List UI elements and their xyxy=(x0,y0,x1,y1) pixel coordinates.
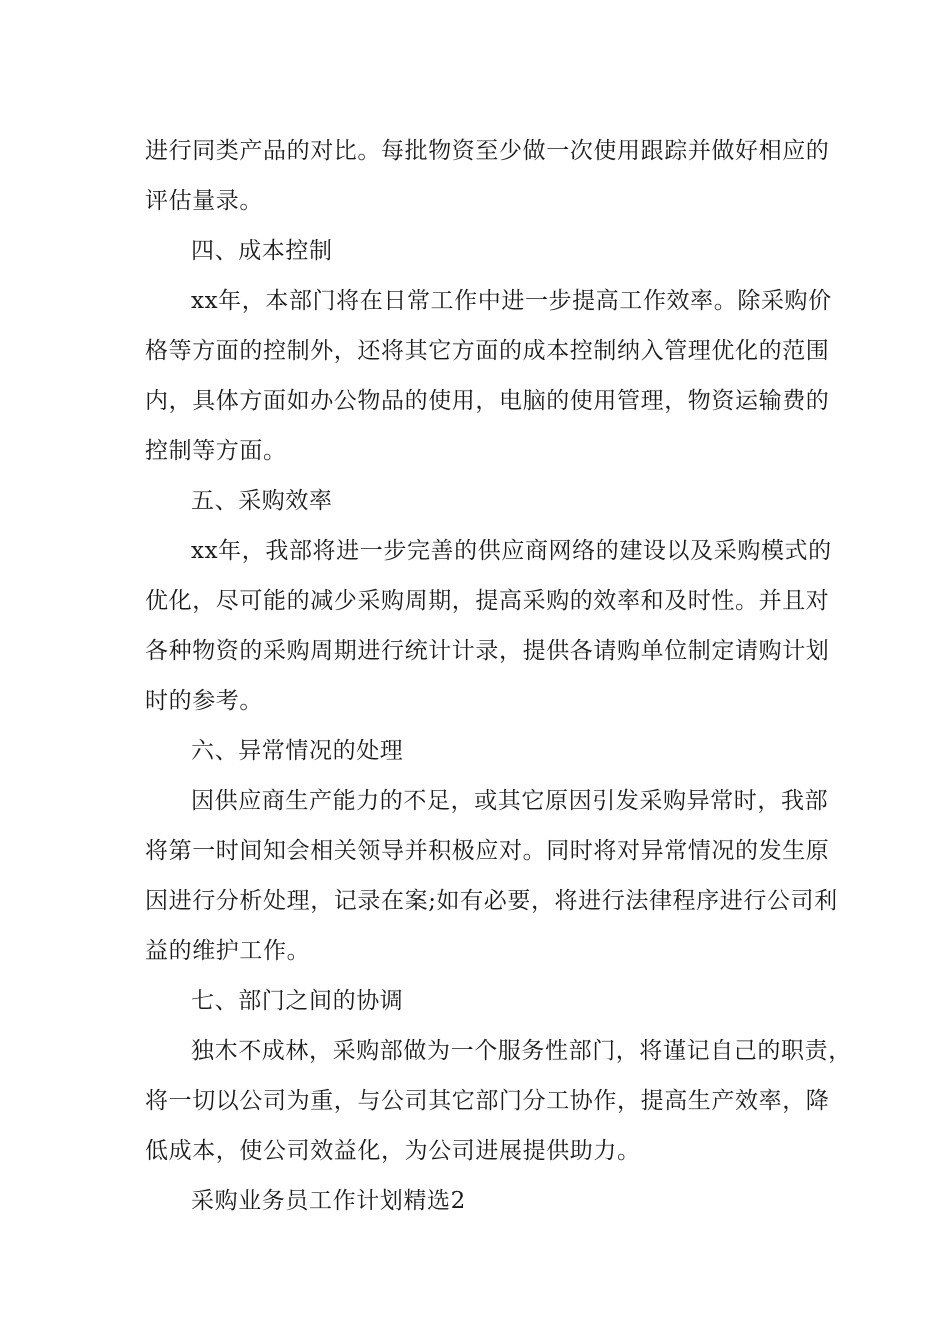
paragraph-line: 时的参考。 xyxy=(145,688,263,714)
paragraph-line: 评估量录。 xyxy=(145,188,263,214)
section-heading: 七、部门之间的协调 xyxy=(191,988,404,1014)
paragraph-line: 将第一时间知会相关领导并积极应对。同时将对异常情况的发生原 xyxy=(145,838,830,864)
paragraph-line: 控制等方面。 xyxy=(145,438,287,464)
paragraph-line: xx年，我部将进一步完善的供应商网络的建设以及采购模式的 xyxy=(191,538,832,564)
paragraph-line: 低成本，使公司效益化，为公司进展提供助力。 xyxy=(145,1138,641,1164)
paragraph-line: 内，具体方面如办公物品的使用，电脑的使用管理，物资运输费的 xyxy=(145,388,830,414)
paragraph-line: 格等方面的控制外，还将其它方面的成本控制纳入管理优化的范围 xyxy=(145,338,830,364)
document-body xyxy=(145,126,852,1226)
paragraph-line: 益的维护工作。 xyxy=(145,938,311,964)
section-heading: 四、成本控制 xyxy=(191,238,333,264)
paragraph-line: 因进行分析处理，记录在案;如有必要，将进行法律程序进行公司利 xyxy=(145,888,838,914)
section-heading: 六、异常情况的处理 xyxy=(191,738,404,764)
paragraph-line: 因供应商生产能力的不足，或其它原因引发采购异常时，我部 xyxy=(191,788,829,814)
paragraph-line: 将一切以公司为重，与公司其它部门分工协作，提高生产效率，降 xyxy=(145,1088,830,1114)
section-heading: 五、采购效率 xyxy=(191,488,333,514)
paragraph-line: 优化，尽可能的减少采购周期，提高采购的效率和及时性。并且对 xyxy=(145,588,830,614)
paragraph-line: 进行同类产品的对比。每批物资至少做一次使用跟踪并做好相应的 xyxy=(145,138,830,164)
paragraph-line: 各种物资的采购周期进行统计计录，提供各请购单位制定请购计划 xyxy=(145,638,830,664)
document-subtitle: 采购业务员工作计划精选2 xyxy=(191,1188,466,1214)
paragraph-line: xx年，本部门将在日常工作中进一步提高工作效率。除采购价 xyxy=(191,288,832,314)
paragraph-line: 独木不成林，采购部做为一个服务性部门，将谨记自己的职责， xyxy=(191,1038,852,1064)
